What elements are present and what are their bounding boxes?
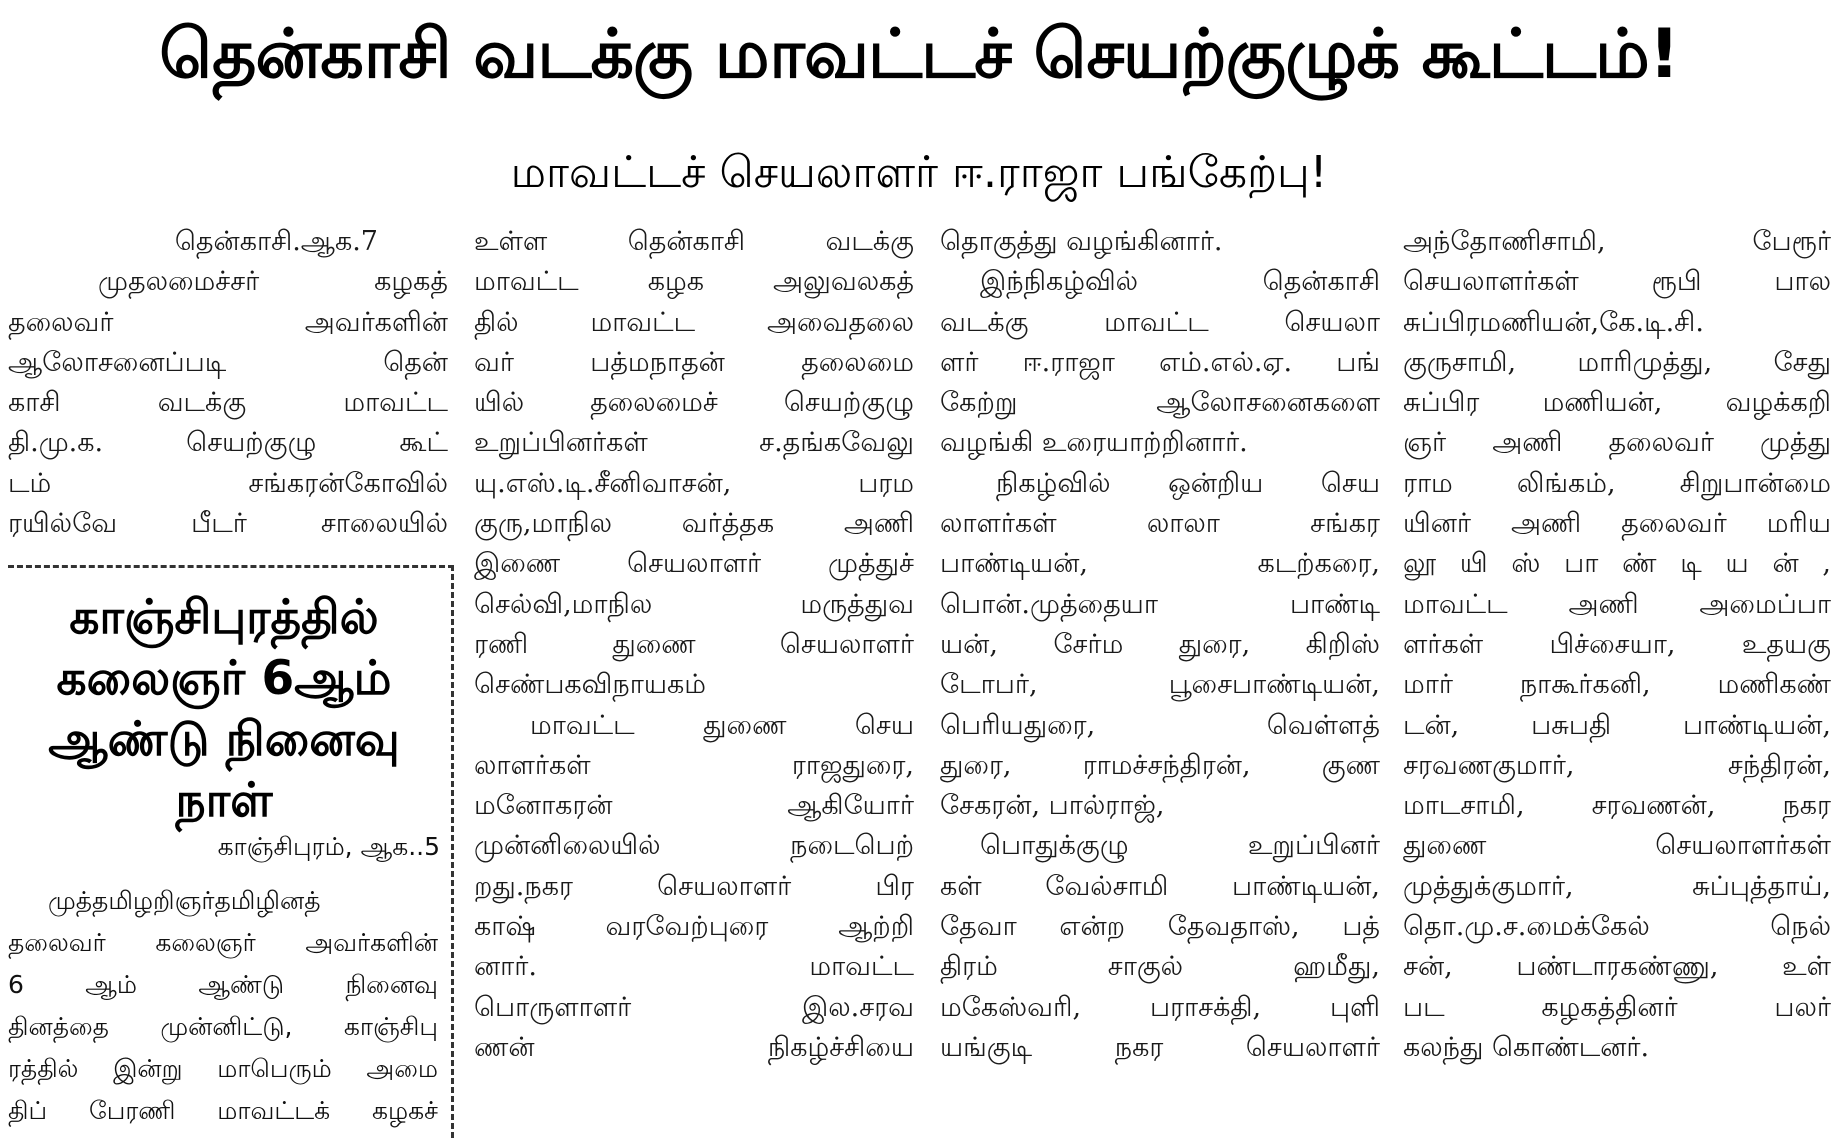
text-line: மாவட்ட அணி அமைப்பா [1403, 588, 1831, 620]
text-line: டன், பசுபதி பாண்டியன், [1403, 709, 1831, 741]
article-column-4 [1403, 222, 1831, 1068]
text-line: ளர்கள் பிச்சையா, உதயகு [1403, 628, 1831, 660]
dateline: தென்காசி.ஆக.7 [174, 226, 378, 257]
text-line: யன், சேர்ம துரை, கிறிஸ் [940, 628, 1380, 660]
text-line: வடக்கு மாவட்ட செயலா [940, 306, 1380, 338]
text-line: குருசாமி, மாரிமுத்து, சேது [1403, 346, 1831, 378]
text-line: றது.நகர செயலாளர் பிர [474, 870, 914, 902]
text-line: ஆலோசனைப்படி தென் [8, 346, 448, 378]
text-line: பட கழகத்தினர் பலர் [1403, 991, 1831, 1023]
boxed-story-dateline: காஞ்சிபுரம், ஆக..5 [217, 832, 440, 861]
text-line: யில் தலைமைச் செயற்குழு [474, 387, 914, 419]
text-line: பொருளாளர் இல.சரவ [474, 991, 914, 1023]
text-line: இணை செயலாளர் முத்துச் [474, 548, 914, 580]
text-line: தேவா என்ற தேவதாஸ், பத் [940, 911, 1380, 943]
text-line: காஷ் வரவேற்புரை ஆற்றி [474, 911, 914, 943]
text-line: டோபர், பூசைபாண்டியன், [940, 669, 1380, 701]
text-line: மனோகரன் ஆகியோர் [474, 790, 914, 822]
article-column-2 [474, 222, 914, 1068]
text-line: கலந்து கொண்டனர். [1403, 1031, 1650, 1063]
text-line: துணை செயலாளர்கள் [1403, 830, 1831, 862]
text-line: தினத்தை முன்னிட்டு, காஞ்சிபு [8, 1012, 438, 1041]
text-line: சுப்பிர மணியன், வழக்கறி [1403, 387, 1831, 419]
text-line: சேகரன், பால்ராஜ், [940, 790, 1165, 822]
text-line: முதலமைச்சர் கழகத் [98, 266, 448, 298]
text-line: லாளர்கள் ராஜதுரை, [474, 749, 914, 781]
text-line: உள்ள தென்காசி வடக்கு [474, 226, 914, 257]
text-line: மாடசாமி, சரவணன், நகர [1403, 790, 1831, 822]
text-line: யங்குடி நகர செயலாளர் [940, 1031, 1380, 1063]
text-line: பொதுக்குழு உறுப்பினர் [980, 830, 1380, 862]
text-line: அந்தோணிசாமி, பேரூர் [1403, 226, 1831, 257]
text-line: பெரியதுரை, வெள்ளத் [940, 709, 1380, 741]
text-line: இந்நிகழ்வில் தென்காசி [980, 266, 1380, 298]
text-line: பாண்டியன், கடற்கரை, [940, 548, 1380, 580]
boxed-story-body [8, 880, 438, 1132]
text-line: தலைவர் கலைஞர் அவர்களின் [8, 928, 438, 957]
text-line: கேற்று ஆலோசனைகளை [940, 387, 1380, 419]
headline: தென்காசி வடக்கு மாவட்டச் செயற்குழுக் கூட்டம்! [159, 15, 1679, 94]
text-line: யினர் அணி தலைவர் மரிய [1403, 508, 1831, 540]
text-line: சரவணகுமார், சந்திரன், [1403, 749, 1831, 781]
text-line: ரணி துணை செயலாளர் [474, 628, 914, 660]
text-line: செண்பகவிநாயகம் [474, 669, 706, 701]
text-line: கள் வேல்சாமி பாண்டியன், [940, 870, 1380, 902]
text-line: லாளர்கள் லாலா சங்கர [940, 508, 1380, 540]
text-line: நிகழ்வில் ஒன்றிய செய [996, 467, 1380, 499]
text-line: தில் மாவட்ட அவைதலை [474, 306, 914, 338]
text-line: முன்னிலையில் நடைபெற் [474, 830, 914, 862]
text-line: செல்வி,மாநில மருத்துவ [474, 588, 914, 620]
text-line: டம் சங்கரன்கோவில் [8, 467, 448, 499]
text-line: காசி வடக்கு மாவட்ட [8, 387, 448, 419]
text-line: பொன்.முத்தையா பாண்டி [940, 588, 1380, 620]
article-column-1 [8, 222, 448, 544]
text-line: திரம் சாகுல் ஹமீது, [940, 951, 1380, 983]
text-line: மகேஸ்வரி, பராசக்தி, புளி [940, 991, 1380, 1023]
text-line: ஞர் அணி தலைவர் முத்து [1403, 427, 1831, 459]
text-line: ராம லிங்கம், சிறுபான்மை [1403, 467, 1831, 499]
boxed-story-title: காஞ்சிபுரத்தில் கலைஞர் 6ஆம் ஆண்டு நினைவு நாள் [48, 590, 400, 828]
text-line: தலைவர் அவர்களின் [8, 306, 448, 338]
text-line: வர் பத்மநாதன் தலைமை [474, 346, 914, 378]
text-line: னார். மாவட்ட [474, 951, 914, 983]
text-line: முத்தமிழறிஞர்தமிழினத் [48, 886, 321, 915]
text-line: ரயில்வே பீடர் சாலையில் [8, 508, 448, 540]
text-line: முத்துக்குமார், சுப்புத்தாய், [1403, 870, 1831, 902]
text-line: மாவட்ட கழக அலுவலகத் [474, 266, 914, 298]
text-line: 6 ஆம் ஆண்டு நினைவு [8, 970, 438, 999]
text-line: லூ யி ஸ் பா ண் டி ய ன் , [1403, 548, 1831, 580]
text-line: குரு,மாநில வர்த்தக அணி [474, 508, 914, 540]
text-line: தொ.மு.ச.மைக்கேல் நெல் [1403, 911, 1831, 943]
text-line: சன், பண்டாரகண்ணு, உள் [1403, 951, 1831, 983]
text-line: வழங்கி உரையாற்றினார். [940, 427, 1248, 459]
text-line: செயலாளர்கள் ரூபி பால [1403, 266, 1831, 298]
text-line: மாவட்ட துணை செய [530, 709, 914, 741]
text-line: உறுப்பினர்கள் ச.தங்கவேலு [474, 427, 914, 459]
text-line: திப் பேரணி மாவட்டக் கழகச் [8, 1096, 438, 1125]
text-line: துரை, ராமச்சந்திரன், குண [940, 749, 1380, 781]
subheadline: மாவட்டச் செயலாளர் ஈ.ராஜா பங்கேற்பு! [510, 147, 1328, 198]
text-line: ளர் ஈ.ராஜா எம்.எல்.ஏ. பங் [940, 346, 1380, 378]
text-line: மார் நாகூர்கனி, மணிகண் [1403, 669, 1831, 701]
text-line: தி.மு.க. செயற்குழு கூட் [8, 427, 448, 459]
text-line: ரத்தில் இன்று மாபெரும் அமை [8, 1054, 438, 1083]
text-line: யு.எஸ்.டி.சீனிவாசன், பரம [474, 467, 914, 499]
text-line: சுப்பிரமணியன்,கே.டி.சி. [1403, 306, 1704, 338]
article-column-3 [940, 222, 1380, 1068]
text-line: ணன் நிகழ்ச்சியை [474, 1031, 914, 1063]
text-line: தொகுத்து வழங்கினார். [940, 226, 1223, 257]
